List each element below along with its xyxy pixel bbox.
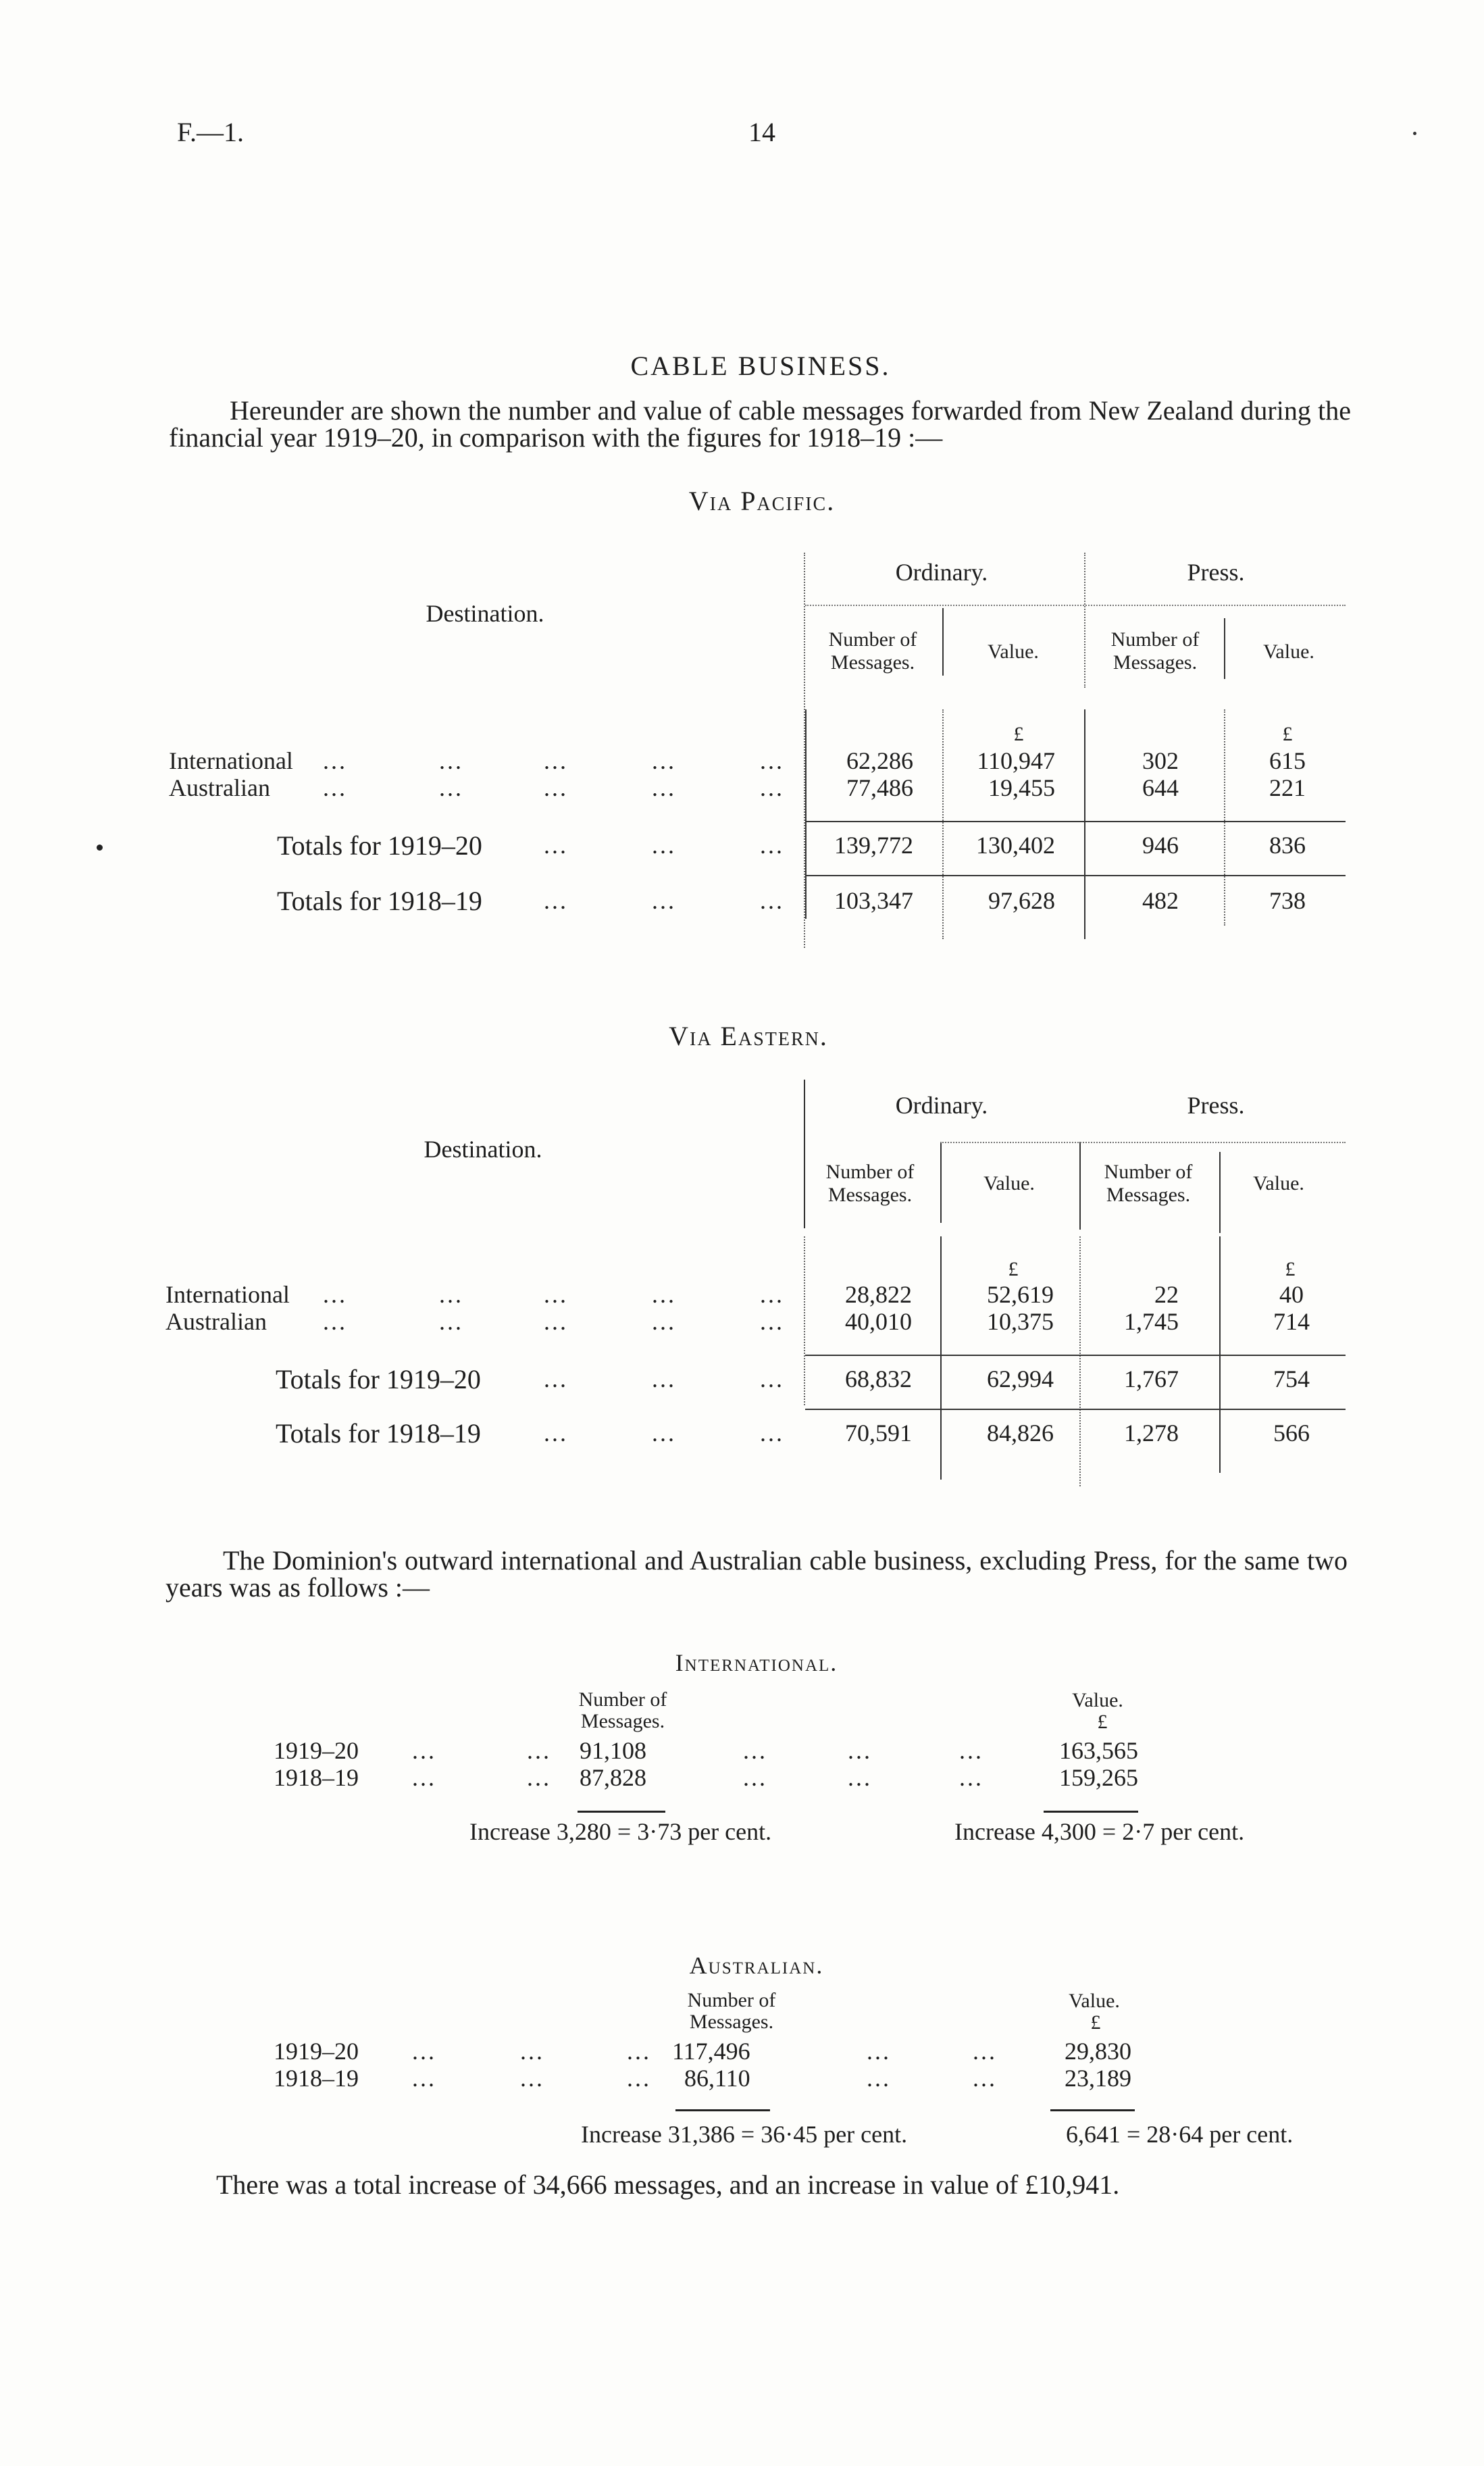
australian-rule xyxy=(1050,2109,1135,2111)
page-number: 14 xyxy=(748,117,775,147)
pacific-col-press-value: Value. xyxy=(1263,640,1314,663)
leader-dots: ... xyxy=(743,1737,767,1764)
pacific-cell: 302 xyxy=(1142,747,1179,774)
australian-increase-val: 6,641 = 28·64 per cent. xyxy=(1066,2121,1294,2148)
eastern-total-cell: 566 xyxy=(1273,1419,1310,1446)
pacific-cell: 19,455 xyxy=(988,774,1055,801)
leader-dots: ... xyxy=(412,2038,436,2065)
eastern-col-ordinary: Ordinary. xyxy=(895,1092,988,1119)
leader-dots: ... xyxy=(760,774,784,801)
leader-dots: ... xyxy=(760,1419,784,1446)
leader-dots: ... xyxy=(760,832,784,859)
pacific-rule xyxy=(942,709,944,939)
pacific-rule xyxy=(1084,553,1085,688)
eastern-total-label: Totals for 1919–20 xyxy=(276,1364,481,1394)
dominion-paragraph: The Dominion's outward international and Australian cable business, excluding Press, for the same two years was as follows :— xyxy=(165,1545,1348,1603)
pacific-total-cell: 97,628 xyxy=(988,887,1055,914)
pacific-total-cell: 738 xyxy=(1269,887,1306,914)
australian-num: 86,110 xyxy=(684,2065,750,2092)
pacific-cell: 77,486 xyxy=(846,774,913,801)
international-rule xyxy=(578,1811,665,1813)
international-num: 87,828 xyxy=(580,1764,646,1791)
eastern-rule xyxy=(804,1080,805,1228)
eastern-cell: 52,619 xyxy=(987,1281,1054,1308)
leader-dots: ... xyxy=(867,2065,891,2092)
leader-dots: ... xyxy=(544,887,568,914)
pacific-col-ordinary: Ordinary. xyxy=(895,559,988,586)
pacific-rule xyxy=(942,608,944,676)
pacific-rule xyxy=(805,875,1346,876)
leader-dots: ... xyxy=(652,747,676,774)
eastern-rule xyxy=(805,1355,1346,1356)
leader-dots: ... xyxy=(527,1764,551,1791)
page-title: CABLE BUSINESS. xyxy=(630,351,891,381)
leader-dots: ... xyxy=(439,774,463,801)
eastern-heading: Via Eastern. xyxy=(669,1021,828,1051)
pacific-total-label: Totals for 1918–19 xyxy=(277,886,482,916)
eastern-col-press-value: Value. xyxy=(1253,1172,1304,1194)
leader-dots: ... xyxy=(973,2038,997,2065)
leader-dots: ... xyxy=(544,1419,568,1446)
australian-col-number: Number of Messages. xyxy=(687,1989,776,2033)
leader-dots: ... xyxy=(760,887,784,914)
eastern-total-cell: 70,591 xyxy=(845,1419,912,1446)
leader-dots: ... xyxy=(652,1308,676,1335)
leader-dots: ... xyxy=(412,1737,436,1764)
australian-val: 23,189 xyxy=(1065,2065,1131,2092)
pacific-cell: 644 xyxy=(1142,774,1179,801)
leader-dots: ... xyxy=(412,2065,436,2092)
australian-currency: £ xyxy=(1090,2011,1101,2034)
leader-dots: ... xyxy=(412,1764,436,1791)
leader-dots: ... xyxy=(652,774,676,801)
leader-dots: ... xyxy=(323,1281,347,1308)
leader-dots: ... xyxy=(439,1281,463,1308)
eastern-rule xyxy=(940,1142,1346,1143)
australian-year: 1919–20 xyxy=(274,2038,359,2065)
eastern-row-label: Australian xyxy=(165,1308,267,1335)
eastern-currency-ordinary: £ xyxy=(1008,1258,1019,1280)
scan-speck xyxy=(1413,132,1416,135)
leader-dots: ... xyxy=(652,1419,676,1446)
pacific-rule xyxy=(1084,709,1085,939)
eastern-rule xyxy=(1079,1142,1081,1230)
leader-dots: ... xyxy=(544,832,568,859)
eastern-total-cell: 754 xyxy=(1273,1365,1310,1392)
leader-dots: ... xyxy=(760,1365,784,1392)
leader-dots: ... xyxy=(652,1365,676,1392)
scan-speck xyxy=(97,845,103,851)
international-increase-num: Increase 3,280 = 3·73 per cent. xyxy=(469,1818,772,1845)
leader-dots: ... xyxy=(848,1764,872,1791)
international-year: 1918–19 xyxy=(274,1764,359,1791)
leader-dots: ... xyxy=(520,2038,544,2065)
eastern-total-cell: 1,767 xyxy=(1124,1365,1179,1392)
leader-dots: ... xyxy=(760,1308,784,1335)
eastern-col-ord-value: Value. xyxy=(983,1172,1035,1194)
pacific-heading: Via Pacific. xyxy=(688,486,836,516)
australian-val: 29,830 xyxy=(1065,2038,1131,2065)
leader-dots: ... xyxy=(544,1281,568,1308)
page-ref: F.—1. xyxy=(177,117,245,147)
pacific-rule xyxy=(805,821,1346,822)
leader-dots: ... xyxy=(867,2038,891,2065)
pacific-rule xyxy=(805,605,1346,606)
pacific-col-ord-value: Value. xyxy=(988,640,1039,663)
pacific-col-destination: Destination. xyxy=(426,600,544,627)
eastern-col-destination: Destination. xyxy=(424,1136,542,1163)
leader-dots: ... xyxy=(652,887,676,914)
eastern-rule xyxy=(805,1409,1346,1410)
pacific-total-cell: 946 xyxy=(1142,832,1179,859)
eastern-cell: 22 xyxy=(1154,1281,1179,1308)
leader-dots: ... xyxy=(743,1764,767,1791)
australian-year: 1918–19 xyxy=(274,2065,359,2092)
eastern-cell: 1,745 xyxy=(1124,1308,1179,1335)
pacific-rule xyxy=(1224,618,1225,679)
leader-dots: ... xyxy=(520,2065,544,2092)
australian-heading: Australian. xyxy=(689,1952,824,1979)
australian-col-value: Value. xyxy=(1069,1990,1120,2012)
pacific-col-press: Press. xyxy=(1187,559,1245,586)
eastern-rule xyxy=(1079,1236,1081,1486)
leader-dots: ... xyxy=(959,1764,983,1791)
international-year: 1919–20 xyxy=(274,1737,359,1764)
pacific-total-label: Totals for 1919–20 xyxy=(277,830,482,861)
pacific-total-cell: 836 xyxy=(1269,832,1306,859)
eastern-rule xyxy=(1219,1152,1221,1233)
leader-dots: ... xyxy=(439,747,463,774)
international-rule xyxy=(1044,1811,1138,1813)
eastern-total-cell: 84,826 xyxy=(987,1419,1054,1446)
leader-dots: ... xyxy=(627,2065,651,2092)
australian-rule xyxy=(675,2109,770,2111)
pacific-currency-ordinary: £ xyxy=(1013,723,1024,745)
international-increase-val: Increase 4,300 = 2·7 per cent. xyxy=(954,1818,1245,1845)
closing-paragraph: There was a total increase of 34,666 messages, and an increase in value of £10,941. xyxy=(216,2169,1120,2200)
international-currency: £ xyxy=(1097,1711,1108,1733)
leader-dots: ... xyxy=(760,1281,784,1308)
leader-dots: ... xyxy=(760,747,784,774)
leader-dots: ... xyxy=(959,1737,983,1764)
international-heading: International. xyxy=(675,1649,838,1676)
pacific-col-ord-number: Number of Messages. xyxy=(828,628,917,674)
leader-dots: ... xyxy=(627,2038,651,2065)
pacific-rule xyxy=(805,709,807,919)
leader-dots: ... xyxy=(544,774,568,801)
leader-dots: ... xyxy=(652,1281,676,1308)
eastern-rule xyxy=(940,1236,942,1480)
leader-dots: ... xyxy=(439,1308,463,1335)
eastern-rule xyxy=(804,1236,805,1405)
pacific-cell: 62,286 xyxy=(846,747,913,774)
eastern-col-press: Press. xyxy=(1187,1092,1245,1119)
eastern-total-cell: 62,994 xyxy=(987,1365,1054,1392)
eastern-row-label: International xyxy=(165,1281,290,1308)
eastern-total-label: Totals for 1918–19 xyxy=(276,1418,481,1449)
eastern-col-press-number: Number of Messages. xyxy=(1104,1161,1193,1206)
eastern-col-ord-number: Number of Messages. xyxy=(825,1161,915,1206)
pacific-cell: 221 xyxy=(1269,774,1306,801)
international-val: 163,565 xyxy=(1059,1737,1138,1764)
leader-dots: ... xyxy=(544,747,568,774)
intro-paragraph: Hereunder are shown the number and value of cable messages forwarded from New Zealand during the financial year 1919–20, in comparison with the figures for 1918–19 :— xyxy=(169,395,1351,453)
pacific-total-cell: 482 xyxy=(1142,887,1179,914)
eastern-currency-press: £ xyxy=(1285,1258,1296,1280)
eastern-cell: 40,010 xyxy=(845,1308,912,1335)
leader-dots: ... xyxy=(544,1308,568,1335)
leader-dots: ... xyxy=(323,1308,347,1335)
leader-dots: ... xyxy=(652,832,676,859)
international-num: 91,108 xyxy=(580,1737,646,1764)
leader-dots: ... xyxy=(323,747,347,774)
pacific-cell: 615 xyxy=(1269,747,1306,774)
pacific-col-press-number: Number of Messages. xyxy=(1110,628,1200,674)
pacific-total-cell: 103,347 xyxy=(834,887,913,914)
eastern-cell: 40 xyxy=(1279,1281,1304,1308)
eastern-cell: 714 xyxy=(1273,1308,1310,1335)
pacific-row-label: International xyxy=(169,747,293,774)
pacific-total-cell: 130,402 xyxy=(976,832,1055,859)
eastern-rule xyxy=(940,1142,942,1223)
eastern-cell: 10,375 xyxy=(987,1308,1054,1335)
leader-dots: ... xyxy=(848,1737,872,1764)
pacific-row-label: Australian xyxy=(169,774,270,801)
pacific-cell: 110,947 xyxy=(977,747,1055,774)
eastern-total-cell: 68,832 xyxy=(845,1365,912,1392)
leader-dots: ... xyxy=(527,1737,551,1764)
eastern-cell: 28,822 xyxy=(845,1281,912,1308)
eastern-total-cell: 1,278 xyxy=(1124,1419,1179,1446)
pacific-rule xyxy=(1224,709,1225,926)
australian-num: 117,496 xyxy=(672,2038,750,2065)
leader-dots: ... xyxy=(544,1365,568,1392)
leader-dots: ... xyxy=(323,774,347,801)
australian-increase-num: Increase 31,386 = 36·45 per cent. xyxy=(581,2121,908,2148)
pacific-total-cell: 139,772 xyxy=(834,832,913,859)
international-col-value: Value. xyxy=(1072,1689,1123,1711)
international-val: 159,265 xyxy=(1059,1764,1138,1791)
international-col-number: Number of Messages. xyxy=(578,1688,667,1732)
leader-dots: ... xyxy=(973,2065,997,2092)
pacific-currency-press: £ xyxy=(1282,723,1293,745)
